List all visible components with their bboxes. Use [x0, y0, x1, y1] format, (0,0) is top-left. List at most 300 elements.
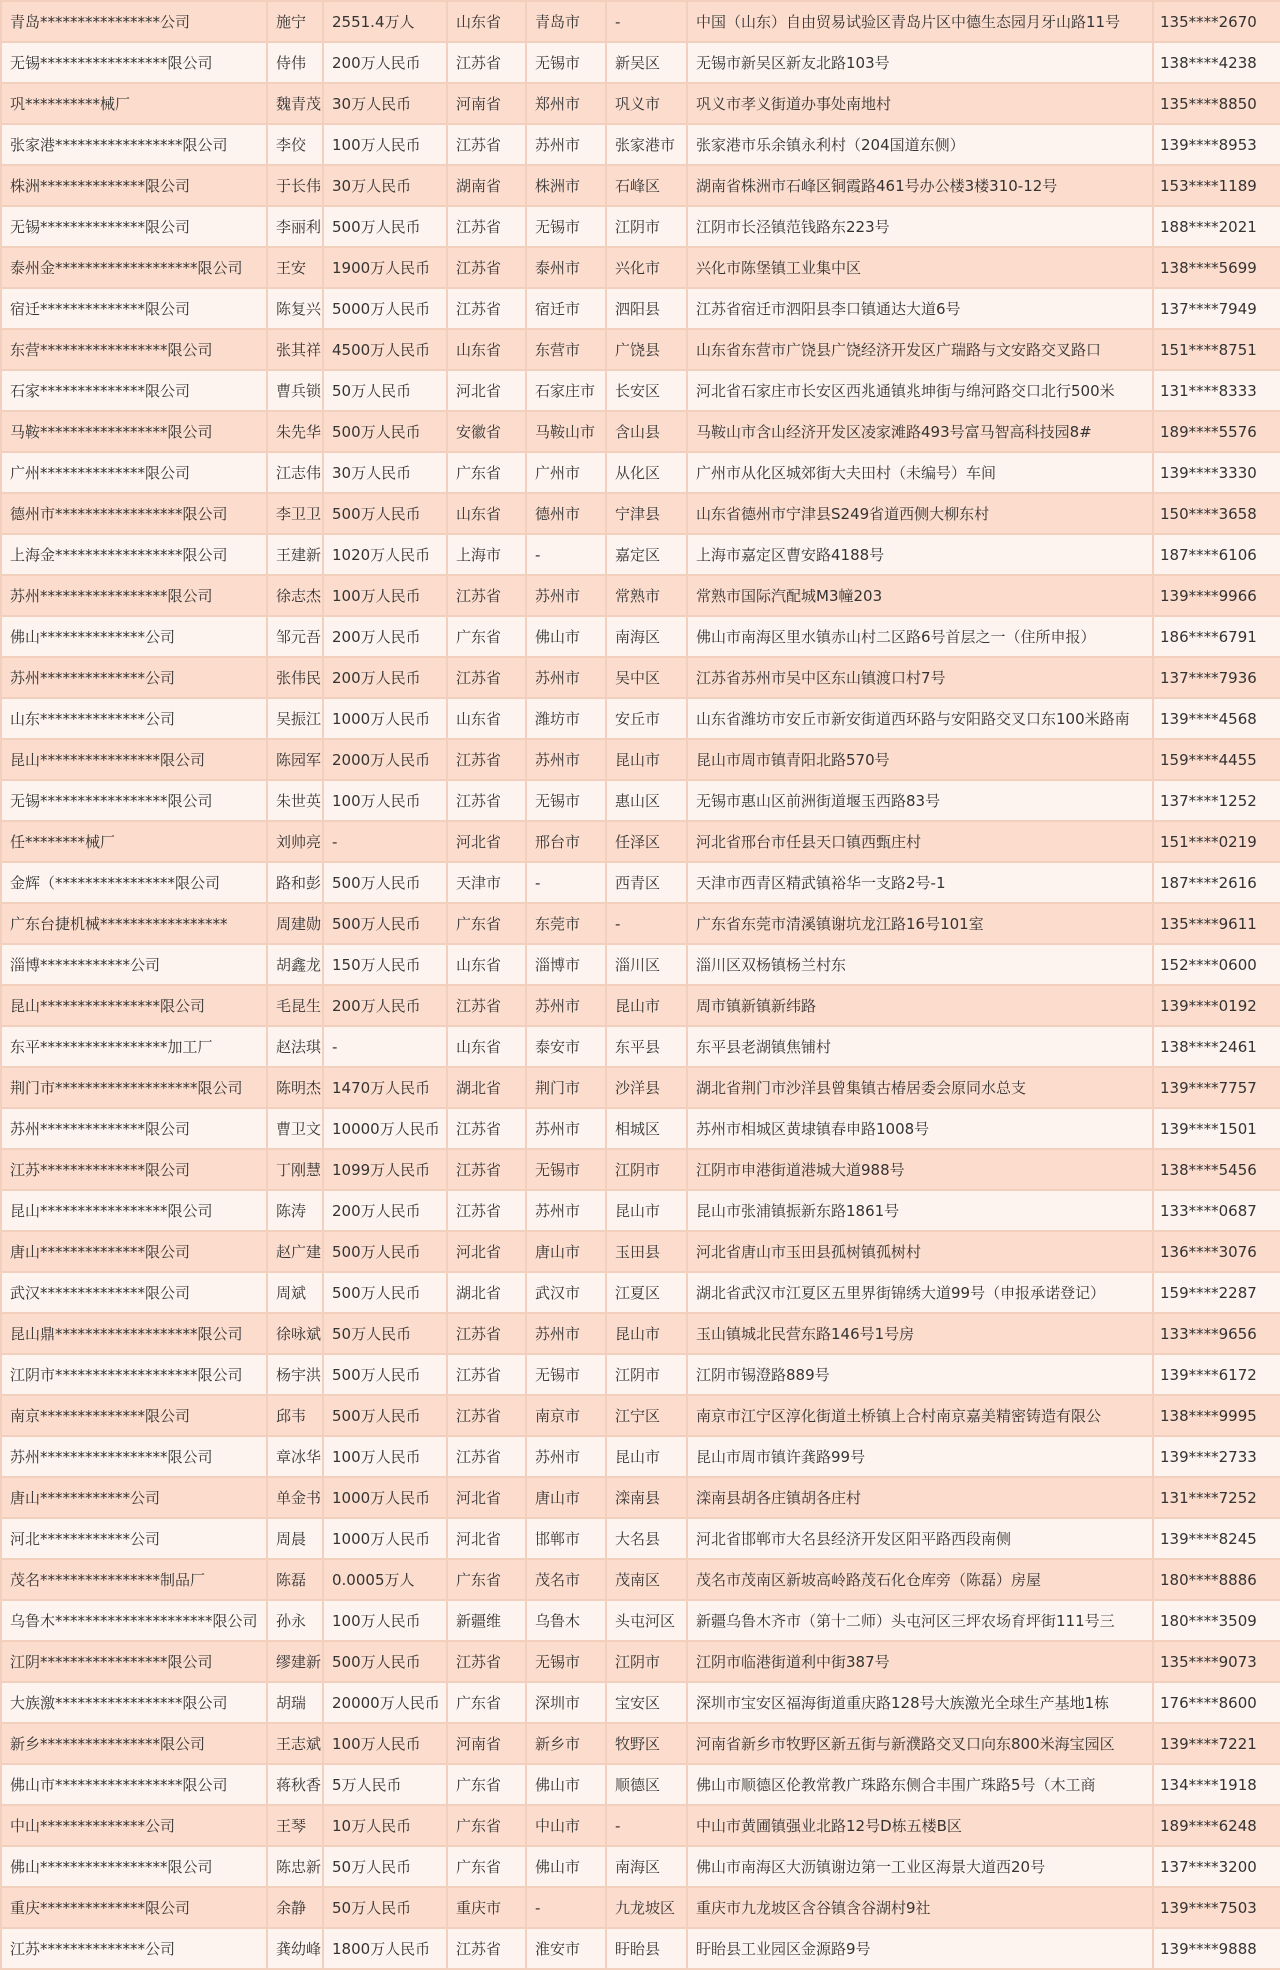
registered-capital-cell: 5000万人民币: [323, 288, 447, 329]
registered-capital-cell: 100万人民币: [323, 1436, 447, 1477]
province-cell: 江苏省: [447, 985, 526, 1026]
city-cell: 苏州市: [526, 1436, 606, 1477]
district-cell: 相城区: [606, 1108, 687, 1149]
table-row: [1, 780, 1280, 821]
phone-cell: 150****3658: [1153, 493, 1280, 534]
city-cell: 中山市: [526, 1805, 606, 1846]
province-cell: 江苏省: [447, 575, 526, 616]
table-row: [1, 1682, 1280, 1723]
phone-cell: 139****7221: [1153, 1723, 1280, 1764]
phone-cell: 139****7503: [1153, 1887, 1280, 1928]
city-cell: 苏州市: [526, 575, 606, 616]
company-name-cell: 新乡****************限公司: [1, 1723, 267, 1764]
city-cell: 苏州市: [526, 1313, 606, 1354]
phone-cell: 138****5699: [1153, 247, 1280, 288]
district-cell: 西青区: [606, 862, 687, 903]
province-cell: 江苏省: [447, 1313, 526, 1354]
legal-person-cell: 陈园军: [267, 739, 323, 780]
registered-capital-cell: -: [323, 821, 447, 862]
registered-capital-cell: 200万人民币: [323, 985, 447, 1026]
legal-person-cell: 吴振江: [267, 698, 323, 739]
legal-person-cell: 曹兵锁: [267, 370, 323, 411]
district-cell: 玉田县: [606, 1231, 687, 1272]
company-name-cell: 佛山**************公司: [1, 616, 267, 657]
table-row: [1, 1149, 1280, 1190]
company-name-cell: 马鞍*****************限公司: [1, 411, 267, 452]
city-cell: 东莞市: [526, 903, 606, 944]
legal-person-cell: 章冰华: [267, 1436, 323, 1477]
address-cell: 江阴市临港街道利中街387号: [687, 1641, 1153, 1682]
district-cell: 江宁区: [606, 1395, 687, 1436]
district-cell: 昆山市: [606, 1190, 687, 1231]
city-cell: 无锡市: [526, 1354, 606, 1395]
phone-cell: 188****2021: [1153, 206, 1280, 247]
registered-capital-cell: 10000万人民币: [323, 1108, 447, 1149]
city-cell: 苏州市: [526, 739, 606, 780]
phone-cell: 180****8886: [1153, 1559, 1280, 1600]
company-name-cell: 株洲**************限公司: [1, 165, 267, 206]
legal-person-cell: 胡鑫龙: [267, 944, 323, 985]
city-cell: 广州市: [526, 452, 606, 493]
company-name-cell: 石家**************限公司: [1, 370, 267, 411]
province-cell: 湖北省: [447, 1067, 526, 1108]
address-cell: 常熟市国际汽配城M3幢203: [687, 575, 1153, 616]
district-cell: 江阴市: [606, 1354, 687, 1395]
company-name-cell: 青岛****************公司: [1, 1, 267, 42]
phone-cell: 139****6172: [1153, 1354, 1280, 1395]
table-row: [1, 657, 1280, 698]
district-cell: 惠山区: [606, 780, 687, 821]
legal-person-cell: 王志斌: [267, 1723, 323, 1764]
phone-cell: 151****8751: [1153, 329, 1280, 370]
district-cell: 石峰区: [606, 165, 687, 206]
table-row: [1, 698, 1280, 739]
table-row: [1, 83, 1280, 124]
table-row: [1, 739, 1280, 780]
company-name-cell: 唐山**************限公司: [1, 1231, 267, 1272]
province-cell: 河北省: [447, 370, 526, 411]
province-cell: 广东省: [447, 1805, 526, 1846]
company-name-cell: 江阴*****************限公司: [1, 1641, 267, 1682]
registered-capital-cell: 2551.4万人: [323, 1, 447, 42]
city-cell: 宿迁市: [526, 288, 606, 329]
province-cell: 广东省: [447, 452, 526, 493]
company-name-cell: 苏州**************限公司: [1, 1108, 267, 1149]
address-cell: 淄川区双杨镇杨兰村东: [687, 944, 1153, 985]
address-cell: 重庆市九龙坡区含谷镇含谷湖村9社: [687, 1887, 1153, 1928]
registered-capital-cell: 200万人民币: [323, 1190, 447, 1231]
table-row: [1, 1846, 1280, 1887]
phone-cell: 131****8333: [1153, 370, 1280, 411]
company-name-cell: 江苏**************公司: [1, 1928, 267, 1969]
province-cell: 天津市: [447, 862, 526, 903]
province-cell: 河北省: [447, 1231, 526, 1272]
district-cell: 盱眙县: [606, 1928, 687, 1969]
legal-person-cell: 杨宇洪: [267, 1354, 323, 1395]
phone-cell: 189****5576: [1153, 411, 1280, 452]
table-row: [1, 862, 1280, 903]
district-cell: 江阴市: [606, 1149, 687, 1190]
registered-capital-cell: 100万人民币: [323, 1723, 447, 1764]
address-cell: 无锡市新吴区新友北路103号: [687, 42, 1153, 83]
table-row: [1, 206, 1280, 247]
registered-capital-cell: 500万人民币: [323, 862, 447, 903]
address-cell: 佛山市顺德区伦教常教广珠路东侧合丰围广珠路5号（木工商: [687, 1764, 1153, 1805]
province-cell: 山东省: [447, 493, 526, 534]
province-cell: 江苏省: [447, 1149, 526, 1190]
city-cell: 佛山市: [526, 1846, 606, 1887]
address-cell: 中国（山东）自由贸易试验区青岛片区中德生态园月牙山路11号: [687, 1, 1153, 42]
address-cell: 滦南县胡各庄镇胡各庄村: [687, 1477, 1153, 1518]
phone-cell: 153****1189: [1153, 165, 1280, 206]
address-cell: 江苏省宿迁市泗阳县李口镇通达大道6号: [687, 288, 1153, 329]
district-cell: 沙洋县: [606, 1067, 687, 1108]
district-cell: 昆山市: [606, 1436, 687, 1477]
registered-capital-cell: 500万人民币: [323, 206, 447, 247]
company-name-cell: 苏州*****************限公司: [1, 575, 267, 616]
district-cell: 昆山市: [606, 985, 687, 1026]
province-cell: 江苏省: [447, 1928, 526, 1969]
company-name-cell: 河北************公司: [1, 1518, 267, 1559]
registered-capital-cell: 30万人民币: [323, 452, 447, 493]
legal-person-cell: 陈磊: [267, 1559, 323, 1600]
registered-capital-cell: -: [323, 1026, 447, 1067]
address-cell: 马鞍山市含山经济开发区凌家滩路493号富马智高科技园8#: [687, 411, 1153, 452]
address-cell: 山东省东营市广饶县广饶经济开发区广瑞路与文安路交叉路口: [687, 329, 1153, 370]
address-cell: 河北省唐山市玉田县孤树镇孤树村: [687, 1231, 1153, 1272]
table-row: [1, 165, 1280, 206]
phone-cell: 139****3330: [1153, 452, 1280, 493]
company-name-cell: 泰州金*******************限公司: [1, 247, 267, 288]
province-cell: 河北省: [447, 1518, 526, 1559]
table-row: [1, 1231, 1280, 1272]
legal-person-cell: 侍伟: [267, 42, 323, 83]
company-name-cell: 茂名****************制品厂: [1, 1559, 267, 1600]
phone-cell: 180****3509: [1153, 1600, 1280, 1641]
address-cell: 上海市嘉定区曹安路4188号: [687, 534, 1153, 575]
table-row: [1, 1764, 1280, 1805]
address-cell: 南京市江宁区淳化街道土桥镇上合村南京嘉美精密铸造有限公: [687, 1395, 1153, 1436]
province-cell: 广东省: [447, 1682, 526, 1723]
address-cell: 佛山市南海区里水镇赤山村二区路6号首层之一（住所申报）: [687, 616, 1153, 657]
province-cell: 河南省: [447, 1723, 526, 1764]
city-cell: 苏州市: [526, 124, 606, 165]
registered-capital-cell: 50万人民币: [323, 370, 447, 411]
district-cell: 吴中区: [606, 657, 687, 698]
table-row: [1, 1600, 1280, 1641]
table-row: [1, 329, 1280, 370]
registered-capital-cell: 150万人民币: [323, 944, 447, 985]
district-cell: 东平县: [606, 1026, 687, 1067]
phone-cell: 135****8850: [1153, 83, 1280, 124]
district-cell: 任泽区: [606, 821, 687, 862]
table-row: [1, 1723, 1280, 1764]
registered-capital-cell: 1000万人民币: [323, 1477, 447, 1518]
phone-cell: 176****8600: [1153, 1682, 1280, 1723]
legal-person-cell: 李丽利: [267, 206, 323, 247]
address-cell: 茂名市茂南区新坡高岭路茂石化仓库旁（陈磊）房屋: [687, 1559, 1153, 1600]
address-cell: 江阴市申港街道港城大道988号: [687, 1149, 1153, 1190]
city-cell: 唐山市: [526, 1231, 606, 1272]
province-cell: 河南省: [447, 83, 526, 124]
company-name-cell: 武汉**************限公司: [1, 1272, 267, 1313]
phone-cell: 159****2287: [1153, 1272, 1280, 1313]
table-row: [1, 1805, 1280, 1846]
province-cell: 江苏省: [447, 288, 526, 329]
registered-capital-cell: 500万人民币: [323, 1231, 447, 1272]
table-row: [1, 903, 1280, 944]
province-cell: 广东省: [447, 1846, 526, 1887]
registered-capital-cell: 500万人民币: [323, 1641, 447, 1682]
address-cell: 东平县老湖镇焦铺村: [687, 1026, 1153, 1067]
phone-cell: 138****9995: [1153, 1395, 1280, 1436]
province-cell: 湖南省: [447, 165, 526, 206]
address-cell: 兴化市陈堡镇工业集中区: [687, 247, 1153, 288]
city-cell: 苏州市: [526, 1108, 606, 1149]
legal-person-cell: 徐志杰: [267, 575, 323, 616]
company-name-cell: 巩**********械厂: [1, 83, 267, 124]
legal-person-cell: 单金书: [267, 1477, 323, 1518]
table-row: [1, 1518, 1280, 1559]
table-row: [1, 1928, 1280, 1969]
legal-person-cell: 刘帅亮: [267, 821, 323, 862]
province-cell: 江苏省: [447, 1190, 526, 1231]
phone-cell: 135****2670: [1153, 1, 1280, 42]
phone-cell: 139****0192: [1153, 985, 1280, 1026]
company-name-cell: 佛山*****************限公司: [1, 1846, 267, 1887]
city-cell: 无锡市: [526, 42, 606, 83]
district-cell: 宝安区: [606, 1682, 687, 1723]
province-cell: 重庆市: [447, 1887, 526, 1928]
phone-cell: 138****2461: [1153, 1026, 1280, 1067]
address-cell: 深圳市宝安区福海街道重庆路128号大族激光全球生产基地1栋: [687, 1682, 1153, 1723]
city-cell: 南京市: [526, 1395, 606, 1436]
province-cell: 江苏省: [447, 1395, 526, 1436]
province-cell: 山东省: [447, 944, 526, 985]
registered-capital-cell: 4500万人民币: [323, 329, 447, 370]
province-cell: 上海市: [447, 534, 526, 575]
district-cell: 南海区: [606, 1846, 687, 1887]
address-cell: 山东省潍坊市安丘市新安街道西环路与安阳路交叉口东100米路南: [687, 698, 1153, 739]
legal-person-cell: 王琴: [267, 1805, 323, 1846]
table-row: [1, 944, 1280, 985]
legal-person-cell: 邱韦: [267, 1395, 323, 1436]
district-cell: 滦南县: [606, 1477, 687, 1518]
phone-cell: 135****9073: [1153, 1641, 1280, 1682]
legal-person-cell: 周斌: [267, 1272, 323, 1313]
phone-cell: 139****9966: [1153, 575, 1280, 616]
district-cell: 江阴市: [606, 1641, 687, 1682]
city-cell: 无锡市: [526, 1641, 606, 1682]
province-cell: 山东省: [447, 329, 526, 370]
province-cell: 山东省: [447, 1026, 526, 1067]
phone-cell: 151****0219: [1153, 821, 1280, 862]
district-cell: 常熟市: [606, 575, 687, 616]
phone-cell: 152****0600: [1153, 944, 1280, 985]
legal-person-cell: 丁刚慧: [267, 1149, 323, 1190]
table-row: [1, 1641, 1280, 1682]
table-row: [1, 534, 1280, 575]
company-name-cell: 东平*****************加工厂: [1, 1026, 267, 1067]
legal-person-cell: 施宁: [267, 1, 323, 42]
province-cell: 湖北省: [447, 1272, 526, 1313]
legal-person-cell: 朱先华: [267, 411, 323, 452]
registered-capital-cell: 1800万人民币: [323, 1928, 447, 1969]
district-cell: 牧野区: [606, 1723, 687, 1764]
table-row: [1, 1887, 1280, 1928]
table-row: [1, 575, 1280, 616]
district-cell: 广饶县: [606, 329, 687, 370]
address-cell: 湖北省荆门市沙洋县曾集镇古椿居委会原同水总支: [687, 1067, 1153, 1108]
province-cell: 江苏省: [447, 124, 526, 165]
address-cell: 河北省邢台市任县天口镇西甄庄村: [687, 821, 1153, 862]
company-name-cell: 张家港*****************限公司: [1, 124, 267, 165]
city-cell: 无锡市: [526, 780, 606, 821]
address-cell: 盱眙县工业园区金源路9号: [687, 1928, 1153, 1969]
registered-capital-cell: 1000万人民币: [323, 698, 447, 739]
registered-capital-cell: 20000万人民币: [323, 1682, 447, 1723]
company-name-cell: 昆山*****************限公司: [1, 1190, 267, 1231]
city-cell: 马鞍山市: [526, 411, 606, 452]
city-cell: -: [526, 534, 606, 575]
district-cell: 江夏区: [606, 1272, 687, 1313]
table-row: [1, 1559, 1280, 1600]
province-cell: 江苏省: [447, 780, 526, 821]
company-name-cell: 唐山************公司: [1, 1477, 267, 1518]
registered-capital-cell: 2000万人民币: [323, 739, 447, 780]
table-row: [1, 411, 1280, 452]
registered-capital-cell: 500万人民币: [323, 1272, 447, 1313]
district-cell: 新吴区: [606, 42, 687, 83]
province-cell: 江苏省: [447, 247, 526, 288]
city-cell: 苏州市: [526, 985, 606, 1026]
province-cell: 广东省: [447, 1764, 526, 1805]
phone-cell: 159****4455: [1153, 739, 1280, 780]
phone-cell: 134****1918: [1153, 1764, 1280, 1805]
address-cell: 天津市西青区精武镇裕华一支路2号-1: [687, 862, 1153, 903]
company-name-cell: 大族激*****************限公司: [1, 1682, 267, 1723]
company-name-cell: 上海金*****************限公司: [1, 534, 267, 575]
table-row: [1, 1395, 1280, 1436]
table-row: [1, 616, 1280, 657]
legal-person-cell: 龚幼峰: [267, 1928, 323, 1969]
registered-capital-cell: 100万人民币: [323, 124, 447, 165]
address-cell: 湖南省株洲市石峰区铜霞路461号办公楼3楼310-12号: [687, 165, 1153, 206]
district-cell: 安丘市: [606, 698, 687, 739]
company-name-cell: 东营*****************限公司: [1, 329, 267, 370]
registered-capital-cell: 500万人民币: [323, 903, 447, 944]
city-cell: 唐山市: [526, 1477, 606, 1518]
province-cell: 江苏省: [447, 1641, 526, 1682]
phone-cell: 186****6791: [1153, 616, 1280, 657]
company-name-cell: 荆门市*******************限公司: [1, 1067, 267, 1108]
company-name-cell: 宿迁**************限公司: [1, 288, 267, 329]
phone-cell: 139****8245: [1153, 1518, 1280, 1559]
legal-person-cell: 曹卫文: [267, 1108, 323, 1149]
address-cell: 江阴市锡澄路889号: [687, 1354, 1153, 1395]
address-cell: 中山市黄圃镇强业北路12号D栋五楼B区: [687, 1805, 1153, 1846]
province-cell: 山东省: [447, 1, 526, 42]
registered-capital-cell: 500万人民币: [323, 1395, 447, 1436]
city-cell: 泰安市: [526, 1026, 606, 1067]
phone-cell: 187****6106: [1153, 534, 1280, 575]
address-cell: 河南省新乡市牧野区新五街与新濮路交叉口向东800米海宝园区: [687, 1723, 1153, 1764]
phone-cell: 139****7757: [1153, 1067, 1280, 1108]
city-cell: 淮安市: [526, 1928, 606, 1969]
table-row: [1, 1313, 1280, 1354]
phone-cell: 138****5456: [1153, 1149, 1280, 1190]
registered-capital-cell: 5万人民币: [323, 1764, 447, 1805]
registered-capital-cell: 50万人民币: [323, 1846, 447, 1887]
registered-capital-cell: 1900万人民币: [323, 247, 447, 288]
company-name-cell: 金辉（****************限公司: [1, 862, 267, 903]
city-cell: 佛山市: [526, 1764, 606, 1805]
legal-person-cell: 余静: [267, 1887, 323, 1928]
registered-capital-cell: 1000万人民币: [323, 1518, 447, 1559]
district-cell: 顺德区: [606, 1764, 687, 1805]
registered-capital-cell: 100万人民币: [323, 575, 447, 616]
province-cell: 安徽省: [447, 411, 526, 452]
company-name-cell: 江阴市*******************限公司: [1, 1354, 267, 1395]
legal-person-cell: 赵法琪: [267, 1026, 323, 1067]
province-cell: 江苏省: [447, 1436, 526, 1477]
company-name-cell: 佛山市*****************限公司: [1, 1764, 267, 1805]
legal-person-cell: 周建勋: [267, 903, 323, 944]
city-cell: 无锡市: [526, 206, 606, 247]
province-cell: 广东省: [447, 616, 526, 657]
registered-capital-cell: 1020万人民币: [323, 534, 447, 575]
registered-capital-cell: 10万人民币: [323, 1805, 447, 1846]
company-name-cell: 乌鲁木*********************限公司: [1, 1600, 267, 1641]
city-cell: 石家庄市: [526, 370, 606, 411]
city-cell: 深圳市: [526, 1682, 606, 1723]
company-name-cell: 德州市*****************限公司: [1, 493, 267, 534]
table-row: [1, 247, 1280, 288]
phone-cell: 131****7252: [1153, 1477, 1280, 1518]
table-body: [1, 1, 1280, 1969]
district-cell: 巩义市: [606, 83, 687, 124]
city-cell: -: [526, 862, 606, 903]
province-cell: 河北省: [447, 1477, 526, 1518]
company-name-cell: 苏州*****************限公司: [1, 1436, 267, 1477]
province-cell: 江苏省: [447, 42, 526, 83]
legal-person-cell: 王安: [267, 247, 323, 288]
city-cell: 青岛市: [526, 1, 606, 42]
province-cell: 江苏省: [447, 206, 526, 247]
legal-person-cell: 李卫卫: [267, 493, 323, 534]
phone-cell: 137****1252: [1153, 780, 1280, 821]
province-cell: 广东省: [447, 903, 526, 944]
address-cell: 江阴市长泾镇范钱路东223号: [687, 206, 1153, 247]
legal-person-cell: 张其祥: [267, 329, 323, 370]
company-name-cell: 南京**************限公司: [1, 1395, 267, 1436]
province-cell: 河北省: [447, 821, 526, 862]
table-row: [1, 124, 1280, 165]
phone-cell: 135****9611: [1153, 903, 1280, 944]
province-cell: 广东省: [447, 1559, 526, 1600]
phone-cell: 136****3076: [1153, 1231, 1280, 1272]
table-row: [1, 452, 1280, 493]
legal-person-cell: 孙永: [267, 1600, 323, 1641]
district-cell: 头屯河区: [606, 1600, 687, 1641]
registered-capital-cell: 500万人民币: [323, 493, 447, 534]
district-cell: 从化区: [606, 452, 687, 493]
legal-person-cell: 陈忠新: [267, 1846, 323, 1887]
company-name-cell: 任********械厂: [1, 821, 267, 862]
registered-capital-cell: 50万人民币: [323, 1887, 447, 1928]
city-cell: 新乡市: [526, 1723, 606, 1764]
company-name-cell: 昆山鼎*******************限公司: [1, 1313, 267, 1354]
